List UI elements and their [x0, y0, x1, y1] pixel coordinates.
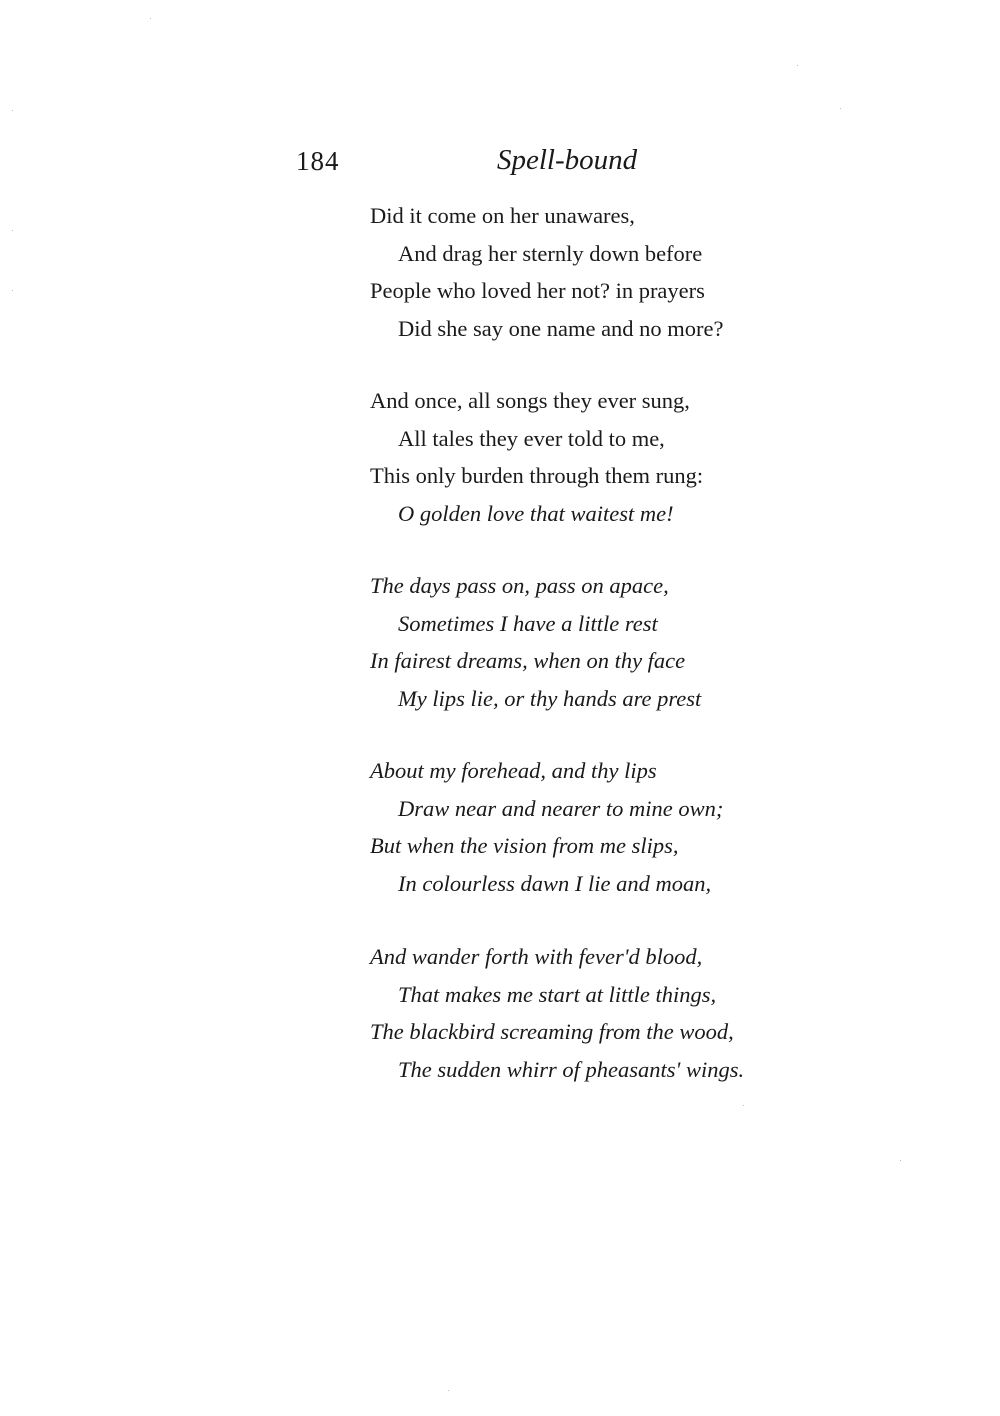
scan-speck — [12, 230, 13, 231]
scan-speck — [12, 110, 13, 111]
poem-line: That makes me start at little things, — [398, 981, 717, 1007]
stanza-4 — [370, 752, 790, 902]
poem-line: All tales they ever told to me, — [398, 425, 665, 451]
stanza-5 — [370, 938, 790, 1088]
poem-line: Did it come on her unawares, — [370, 203, 635, 228]
stanza-2 — [370, 382, 790, 532]
poem-line: In fairest dreams, when on thy face — [370, 648, 686, 673]
scan-speck — [797, 65, 798, 66]
stanza-3 — [370, 567, 790, 717]
poem-line: My lips lie, or thy hands are prest — [398, 685, 702, 711]
running-title: Spell-bound — [497, 144, 638, 176]
poem-line: And drag her sternly down before — [398, 240, 703, 266]
page-number: 184 — [296, 146, 340, 176]
poem-line: Did she say one name and no more? — [398, 315, 724, 341]
poem-line: But when the vision from me slips, — [370, 833, 679, 858]
poem-line: In colourless dawn I lie and moan, — [398, 870, 712, 896]
poem-line: About my forehead, and thy lips — [370, 758, 657, 783]
scan-speck — [900, 1160, 901, 1161]
poem-line: The days pass on, pass on apace, — [370, 573, 669, 598]
poem-line: This only burden through them rung: — [370, 463, 704, 488]
scan-speck — [12, 290, 13, 291]
scan-speck — [840, 108, 841, 109]
poem-line: People who loved her not? in prayers — [370, 278, 705, 303]
scan-speck — [448, 1390, 449, 1391]
scan-speck — [743, 1105, 744, 1106]
poem-line: The blackbird screaming from the wood, — [370, 1019, 734, 1044]
poem-line: And wander forth with fever'd blood, — [370, 944, 703, 969]
poem-line: The sudden whirr of pheasants' wings. — [398, 1056, 745, 1082]
poem-line: Sometimes I have a little rest — [398, 610, 658, 636]
stanza-1 — [370, 197, 790, 347]
scan-speck — [150, 18, 151, 19]
poem-line: O golden love that waitest me! — [398, 500, 674, 526]
poem-line: Draw near and nearer to mine own; — [398, 795, 724, 821]
poem-line: And once, all songs they ever sung, — [370, 388, 690, 413]
